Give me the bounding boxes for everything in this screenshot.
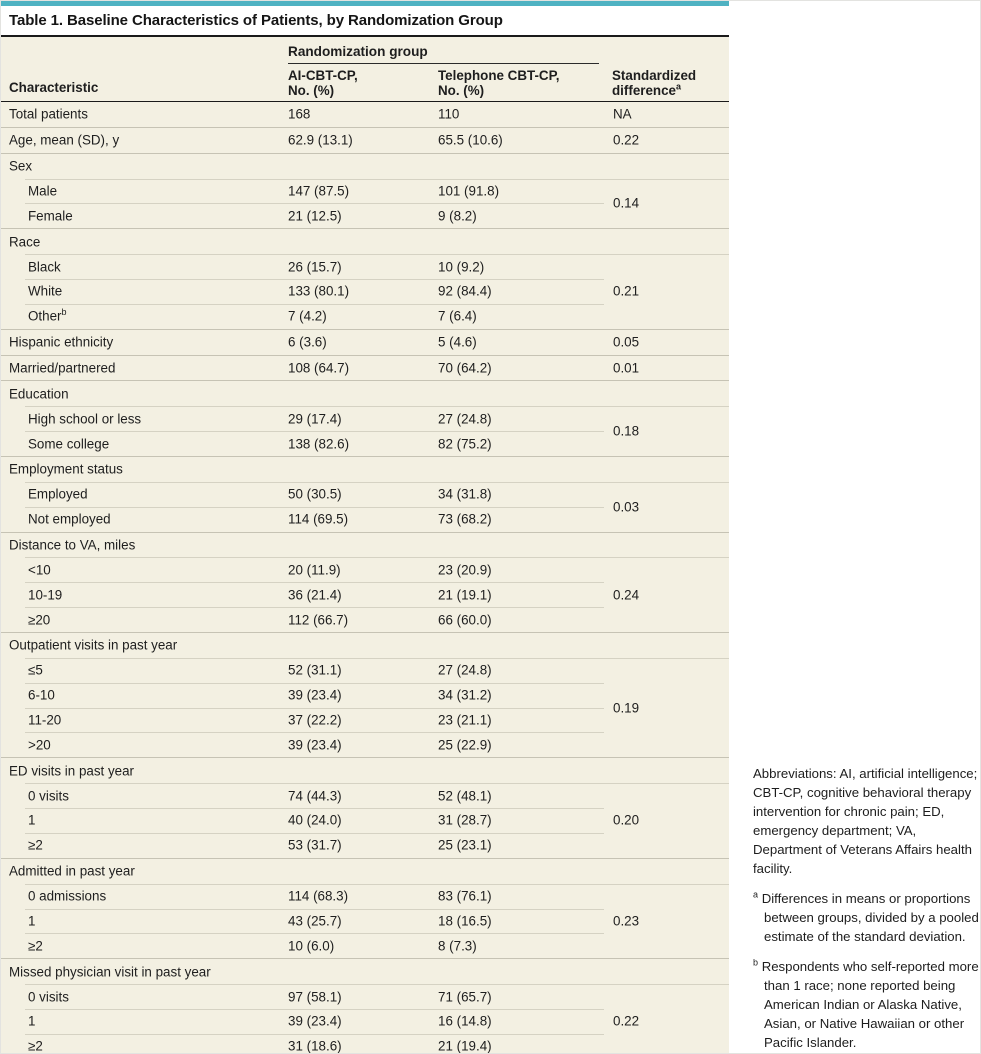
table-row bbox=[1, 984, 729, 1009]
table-group bbox=[1, 958, 729, 1054]
row-label bbox=[28, 284, 62, 299]
row-label bbox=[28, 663, 43, 678]
section-header-row bbox=[1, 959, 729, 984]
value-standardized-difference: 0.03 bbox=[613, 499, 640, 515]
column-header-line: No. (%) bbox=[288, 83, 335, 98]
section-header-label: Sex bbox=[9, 158, 33, 174]
row-label-text: 1 bbox=[28, 812, 36, 828]
value-ai-cbt-cp: 39 (23.4) bbox=[288, 737, 342, 753]
footnote-a bbox=[753, 889, 981, 946]
row-label bbox=[28, 913, 35, 928]
value-telephone-cbt-cp: 110 bbox=[438, 106, 460, 122]
value-ai-cbt-cp: 50 (30.5) bbox=[288, 486, 342, 502]
section-header-label: Employment status bbox=[9, 461, 123, 477]
value-ai-cbt-cp: 21 (12.5) bbox=[288, 208, 342, 224]
table-group bbox=[1, 456, 729, 532]
table-group bbox=[1, 329, 729, 355]
table-row bbox=[1, 557, 729, 582]
value-telephone-cbt-cp: 5 (4.6) bbox=[438, 334, 477, 350]
row-label-text: Age, mean (SD), y bbox=[9, 132, 120, 148]
value-standardized-difference: 0.18 bbox=[613, 423, 640, 439]
group-body bbox=[1, 984, 729, 1054]
group-body bbox=[1, 557, 729, 632]
row-label-text: <10 bbox=[28, 562, 51, 578]
value-standardized-difference: 0.22 bbox=[613, 132, 640, 148]
value-telephone-cbt-cp: 31 (28.7) bbox=[438, 812, 492, 828]
value-telephone-cbt-cp: 27 (24.8) bbox=[438, 411, 492, 427]
group-body bbox=[1, 884, 729, 959]
table-body bbox=[1, 102, 729, 1054]
row-label bbox=[28, 713, 61, 728]
value-ai-cbt-cp: 43 (25.7) bbox=[288, 913, 342, 929]
table-row bbox=[1, 1034, 729, 1054]
footnote-text: Differences in means or proportions between groups, divided by a pooled estimate of the standard deviation. bbox=[761, 891, 979, 944]
group-body bbox=[1, 102, 729, 127]
table-group bbox=[1, 153, 729, 229]
row-label bbox=[28, 612, 50, 627]
section-header-label: Admitted in past year bbox=[9, 863, 135, 879]
group-body bbox=[1, 356, 729, 381]
value-telephone-cbt-cp: 23 (21.1) bbox=[438, 712, 492, 728]
row-label bbox=[9, 335, 113, 350]
column-header-line: difference bbox=[612, 83, 676, 98]
value-telephone-cbt-cp: 52 (48.1) bbox=[438, 788, 492, 804]
section-header-row bbox=[1, 229, 729, 254]
value-ai-cbt-cp: 112 (66.7) bbox=[288, 612, 349, 628]
row-label bbox=[9, 361, 115, 376]
value-ai-cbt-cp: 31 (18.6) bbox=[288, 1038, 342, 1054]
value-ai-cbt-cp: 62.9 (13.1) bbox=[288, 132, 353, 148]
column-header-ai-cbt-cp bbox=[288, 68, 358, 99]
group-body bbox=[1, 658, 729, 757]
value-ai-cbt-cp: 40 (24.0) bbox=[288, 812, 342, 828]
row-label-text: ≥2 bbox=[28, 938, 43, 954]
value-telephone-cbt-cp: 70 (64.2) bbox=[438, 360, 492, 376]
value-ai-cbt-cp: 74 (44.3) bbox=[288, 788, 342, 804]
value-telephone-cbt-cp: 21 (19.4) bbox=[438, 1038, 492, 1054]
table-row bbox=[1, 102, 729, 127]
value-standardized-difference: 0.01 bbox=[613, 360, 640, 376]
row-label-text: 0 visits bbox=[28, 989, 69, 1004]
footnote-marker-a: a bbox=[676, 81, 682, 92]
value-telephone-cbt-cp: 18 (16.5) bbox=[438, 913, 492, 929]
row-label bbox=[28, 208, 73, 223]
value-telephone-cbt-cp: 16 (14.8) bbox=[438, 1013, 492, 1029]
group-body bbox=[1, 128, 729, 153]
row-label-text: >20 bbox=[28, 737, 51, 753]
row-label bbox=[28, 989, 69, 1004]
value-ai-cbt-cp: 6 (3.6) bbox=[288, 334, 327, 350]
table-group bbox=[1, 355, 729, 381]
section-header-row bbox=[1, 859, 729, 884]
value-telephone-cbt-cp: 7 (6.4) bbox=[438, 308, 477, 324]
row-label-text: Male bbox=[28, 183, 58, 199]
row-label bbox=[28, 587, 62, 602]
row-label-text: Some college bbox=[28, 436, 110, 452]
value-telephone-cbt-cp: 73 (68.2) bbox=[438, 511, 492, 527]
section-header-row bbox=[1, 381, 729, 406]
value-ai-cbt-cp: 108 (64.7) bbox=[288, 360, 350, 376]
value-telephone-cbt-cp: 23 (20.9) bbox=[438, 562, 492, 578]
group-body bbox=[1, 330, 729, 355]
value-telephone-cbt-cp: 34 (31.8) bbox=[438, 486, 492, 502]
section-header-label: Education bbox=[9, 386, 69, 402]
row-label-text: Total patients bbox=[9, 106, 88, 122]
row-label bbox=[28, 737, 51, 752]
row-label bbox=[28, 788, 69, 803]
value-ai-cbt-cp: 52 (31.1) bbox=[288, 662, 342, 678]
column-header-telephone-cbt-cp bbox=[438, 68, 560, 99]
section-header-row bbox=[1, 457, 729, 482]
table-group bbox=[1, 102, 729, 127]
row-label-text: Not employed bbox=[28, 511, 111, 527]
value-telephone-cbt-cp: 8 (7.3) bbox=[438, 938, 477, 954]
section-header-row bbox=[1, 533, 729, 558]
row-label-text: 1 bbox=[28, 1013, 36, 1029]
table-row bbox=[1, 884, 729, 909]
row-label bbox=[28, 938, 43, 953]
row-label bbox=[28, 688, 55, 703]
value-ai-cbt-cp: 20 (11.9) bbox=[288, 562, 341, 578]
row-label bbox=[28, 436, 109, 451]
table-row bbox=[1, 254, 729, 279]
row-label-text: White bbox=[28, 283, 63, 299]
value-telephone-cbt-cp: 101 (91.8) bbox=[438, 183, 500, 199]
table-header bbox=[1, 37, 729, 101]
table-row bbox=[1, 833, 729, 858]
value-ai-cbt-cp: 39 (23.4) bbox=[288, 687, 342, 703]
value-telephone-cbt-cp: 66 (60.0) bbox=[438, 612, 492, 628]
value-ai-cbt-cp: 39 (23.4) bbox=[288, 1013, 342, 1029]
group-body bbox=[1, 482, 729, 532]
value-ai-cbt-cp: 7 (4.2) bbox=[288, 308, 327, 324]
row-label-text: 10-19 bbox=[28, 587, 63, 603]
value-standardized-difference: 0.21 bbox=[613, 283, 640, 299]
row-label-text: Other bbox=[28, 308, 62, 324]
value-telephone-cbt-cp: 65.5 (10.6) bbox=[438, 132, 503, 148]
abbreviations-note: Abbreviations: AI, artificial intelligence; CBT-CP, cognitive behavioral therapy intervention for chronic pain; ED, emergency department; VA, Department of Veterans Affairs health facility. bbox=[753, 766, 978, 876]
column-header-standardized-difference bbox=[612, 68, 696, 99]
column-header-line: Standardized bbox=[612, 67, 697, 83]
footnote-b bbox=[753, 957, 981, 1052]
row-label-text: ≥20 bbox=[28, 612, 51, 628]
row-label-text: Black bbox=[28, 259, 61, 275]
table-group bbox=[1, 757, 729, 857]
value-standardized-difference: 0.05 bbox=[613, 334, 640, 350]
column-header-line: No. (%) bbox=[438, 83, 485, 98]
row-label-text: ≥2 bbox=[28, 1038, 43, 1054]
row-label bbox=[28, 259, 61, 274]
table-1 bbox=[1, 1, 729, 1054]
row-label bbox=[28, 813, 35, 828]
value-telephone-cbt-cp: 10 (9.2) bbox=[438, 259, 485, 275]
value-ai-cbt-cp: 29 (17.4) bbox=[288, 411, 342, 427]
value-ai-cbt-cp: 37 (22.2) bbox=[288, 712, 342, 728]
row-label bbox=[28, 487, 88, 502]
row-label-text: 0 admissions bbox=[28, 888, 107, 904]
value-standardized-difference: 0.23 bbox=[613, 913, 640, 929]
value-standardized-difference: NA bbox=[613, 106, 632, 122]
value-telephone-cbt-cp: 82 (75.2) bbox=[438, 436, 492, 452]
value-ai-cbt-cp: 114 (68.3) bbox=[288, 888, 349, 904]
row-label-text: Female bbox=[28, 208, 73, 224]
column-spanner-randomization-group: Randomization group bbox=[288, 43, 428, 59]
value-telephone-cbt-cp: 83 (76.1) bbox=[438, 888, 492, 904]
value-ai-cbt-cp: 26 (15.7) bbox=[288, 259, 342, 275]
table-row bbox=[1, 658, 729, 683]
row-label-text: 11-20 bbox=[28, 712, 62, 728]
value-standardized-difference: 0.14 bbox=[613, 195, 640, 211]
value-ai-cbt-cp: 53 (31.7) bbox=[288, 837, 342, 853]
value-standardized-difference: 0.24 bbox=[613, 587, 640, 603]
row-label bbox=[28, 184, 57, 199]
row-label bbox=[28, 1014, 35, 1029]
value-telephone-cbt-cp: 25 (22.9) bbox=[438, 737, 492, 753]
value-telephone-cbt-cp: 9 (8.2) bbox=[438, 208, 477, 224]
group-body bbox=[1, 406, 729, 456]
footnote-text: Respondents who self-reported more than 1 race; none reported being American Indian or Alaska Native, Asian, or Native Hawaiian or other Pacific Islander. bbox=[761, 959, 979, 1050]
group-body bbox=[1, 254, 729, 329]
row-label bbox=[9, 107, 88, 122]
value-ai-cbt-cp: 97 (58.1) bbox=[288, 989, 342, 1004]
table-row bbox=[1, 933, 729, 958]
row-label-text: Employed bbox=[28, 486, 88, 502]
value-ai-cbt-cp: 168 bbox=[288, 106, 311, 122]
table-row bbox=[1, 304, 729, 329]
value-ai-cbt-cp: 36 (21.4) bbox=[288, 587, 342, 603]
table-group bbox=[1, 127, 729, 153]
row-label bbox=[28, 562, 51, 577]
table-group bbox=[1, 228, 729, 328]
section-header-label: Distance to VA, miles bbox=[9, 537, 136, 553]
value-telephone-cbt-cp: 27 (24.8) bbox=[438, 662, 492, 678]
value-standardized-difference: 0.20 bbox=[613, 812, 640, 828]
value-ai-cbt-cp: 138 (82.6) bbox=[288, 436, 350, 452]
value-telephone-cbt-cp: 71 (65.7) bbox=[438, 989, 492, 1004]
value-ai-cbt-cp: 114 (69.5) bbox=[288, 511, 349, 527]
table-group bbox=[1, 858, 729, 958]
spanner-rule bbox=[288, 63, 599, 64]
table-group bbox=[1, 532, 729, 632]
value-standardized-difference: 0.19 bbox=[613, 700, 640, 716]
column-header-characteristic: Characteristic bbox=[9, 79, 99, 95]
row-label-text: ≤5 bbox=[28, 662, 43, 678]
table-row bbox=[1, 783, 729, 808]
footnote-marker-b: b bbox=[61, 307, 67, 318]
row-label-text: 0 visits bbox=[28, 788, 69, 804]
section-header-label: ED visits in past year bbox=[9, 763, 135, 779]
table-title: Table 1. Baseline Characteristics of Patients, by Randomization Group bbox=[9, 12, 503, 29]
value-telephone-cbt-cp: 21 (19.1) bbox=[438, 587, 492, 603]
table-footnotes bbox=[753, 764, 981, 1052]
section-header-label: Race bbox=[9, 234, 41, 250]
row-label-text: ≥2 bbox=[28, 837, 43, 853]
group-body bbox=[1, 783, 729, 858]
row-label bbox=[28, 889, 106, 904]
row-label bbox=[28, 1039, 43, 1054]
value-ai-cbt-cp: 133 (80.1) bbox=[288, 283, 350, 299]
section-header-row bbox=[1, 633, 729, 658]
row-label bbox=[28, 411, 141, 426]
row-label-text: High school or less bbox=[28, 411, 142, 427]
row-label-text: 6-10 bbox=[28, 687, 55, 703]
group-body bbox=[1, 179, 729, 229]
table-group bbox=[1, 380, 729, 456]
row-label-text: 1 bbox=[28, 913, 36, 929]
footnote-marker-a: a bbox=[753, 889, 759, 900]
table-group bbox=[1, 632, 729, 757]
value-ai-cbt-cp: 147 (87.5) bbox=[288, 183, 350, 199]
row-label-text: Hispanic ethnicity bbox=[9, 334, 114, 350]
value-telephone-cbt-cp: 92 (84.4) bbox=[438, 283, 492, 299]
value-telephone-cbt-cp: 34 (31.2) bbox=[438, 687, 492, 703]
row-label-text: Married/partnered bbox=[9, 360, 116, 376]
section-header-row bbox=[1, 154, 729, 179]
row-label bbox=[9, 133, 119, 148]
value-standardized-difference: 0.22 bbox=[613, 1013, 640, 1029]
table-row bbox=[1, 607, 729, 632]
value-telephone-cbt-cp: 25 (23.1) bbox=[438, 837, 492, 853]
section-header-label: Outpatient visits in past year bbox=[9, 637, 178, 653]
table-row bbox=[1, 330, 729, 355]
value-ai-cbt-cp: 10 (6.0) bbox=[288, 938, 335, 954]
footnote-marker-b: b bbox=[753, 957, 759, 968]
row-label bbox=[28, 309, 67, 324]
section-header-row bbox=[1, 758, 729, 783]
row-label bbox=[28, 838, 43, 853]
column-header-line: Telephone CBT-CP, bbox=[438, 67, 560, 83]
table-row bbox=[1, 128, 729, 153]
table-row bbox=[1, 356, 729, 381]
section-header-label: Missed physician visit in past year bbox=[9, 964, 211, 980]
row-label bbox=[28, 512, 111, 527]
column-header-line: AI-CBT-CP, bbox=[288, 67, 358, 83]
table-row bbox=[1, 732, 729, 757]
